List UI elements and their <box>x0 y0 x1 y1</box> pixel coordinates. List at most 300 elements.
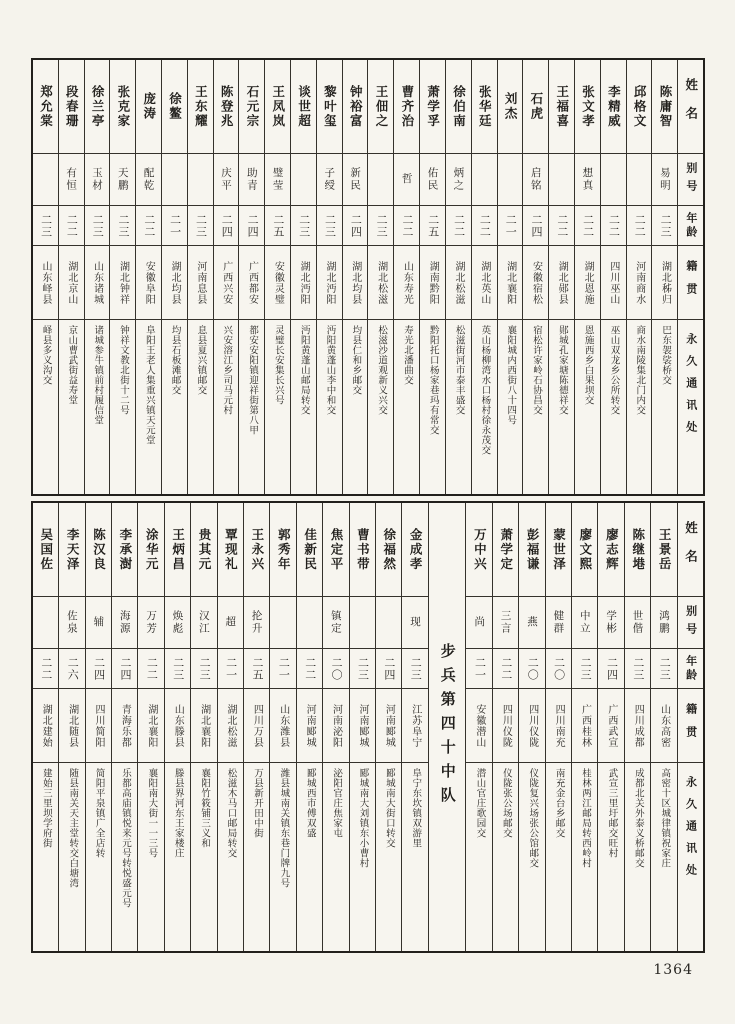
origin-cell-text: 山东滕县 <box>172 703 184 748</box>
address-cell-text: 兴安溶江乡司马元村 <box>221 325 233 415</box>
origin-cell <box>239 246 264 320</box>
entry-column <box>493 503 519 951</box>
origin-cell <box>165 689 190 763</box>
name-cell <box>136 60 161 154</box>
entry-column <box>323 503 349 951</box>
name-cell-text: 李承澍 <box>117 527 133 572</box>
address-cell-text: 简阳平泉镇广全店转 <box>93 768 105 858</box>
age-cell <box>214 206 239 246</box>
alias-cell <box>59 154 84 206</box>
age-cell-text: 二二 <box>478 213 492 238</box>
address-cell-text: 滕县界河东王家楼庄 <box>172 768 184 858</box>
address-cell-text: 沔阳黄蓬山李中和交 <box>324 325 336 415</box>
origin-header-cell <box>678 689 703 763</box>
alias-cell <box>368 154 393 206</box>
name-cell-text: 曹齐治 <box>399 84 415 129</box>
address-cell <box>239 320 264 494</box>
origin-cell <box>466 689 491 763</box>
alias-cell <box>33 154 58 206</box>
name-cell <box>138 503 163 597</box>
alias-cell <box>165 597 190 649</box>
entry-column <box>343 60 369 494</box>
name-cell <box>572 503 597 597</box>
address-cell <box>625 763 650 951</box>
address-cell <box>343 320 368 494</box>
origin-cell-text: 四川简阳 <box>93 703 105 748</box>
origin-cell-text: 四川仪陇 <box>500 703 512 748</box>
origin-cell <box>191 689 216 763</box>
entry-column <box>394 60 420 494</box>
age-cell <box>188 206 213 246</box>
alias-cell <box>214 154 239 206</box>
address-header-cell <box>678 320 703 494</box>
entry-column <box>191 503 217 951</box>
age-cell-text: 二三 <box>297 213 311 238</box>
address-cell <box>498 320 523 494</box>
entry-column <box>472 60 498 494</box>
name-cell <box>575 60 600 154</box>
address-cell <box>627 320 652 494</box>
name-cell-text: 萧学定 <box>498 527 514 572</box>
alias-cell <box>188 154 213 206</box>
address-cell-text: 南充金台乡邮交 <box>553 768 565 838</box>
header-column <box>678 60 703 494</box>
age-cell <box>218 649 243 689</box>
alias-cell-text: 镇定 <box>329 610 342 635</box>
name-cell-text: 刘杰 <box>503 92 519 121</box>
origin-cell <box>519 689 544 763</box>
age-cell <box>112 649 137 689</box>
origin-cell <box>549 246 574 320</box>
origin-cell <box>402 689 427 763</box>
address-cell <box>472 320 497 494</box>
age-cell <box>601 206 626 246</box>
age-cell <box>317 206 342 246</box>
entry-column <box>291 60 317 494</box>
alias-cell <box>625 597 650 649</box>
age-cell-text: 二二 <box>555 213 569 238</box>
entry-column <box>368 60 394 494</box>
address-cell <box>110 320 135 494</box>
origin-cell <box>625 689 650 763</box>
age-cell <box>191 649 216 689</box>
origin-cell-text: 湖北松滋 <box>453 260 465 305</box>
name-cell <box>546 503 571 597</box>
age-cell <box>651 649 676 689</box>
age-cell-text: 二三 <box>631 656 645 681</box>
origin-cell <box>214 246 239 320</box>
age-cell-text: 二三 <box>323 213 337 238</box>
age-cell <box>572 649 597 689</box>
age-cell-text: 二四 <box>246 213 260 238</box>
address-cell-text: 仪陇张公场邮交 <box>500 768 512 838</box>
alias-cell <box>598 597 623 649</box>
alias-cell-text: 健群 <box>552 610 565 635</box>
name-cell <box>493 503 518 597</box>
entry-column <box>218 503 244 951</box>
age-cell-text: 二四 <box>382 656 396 681</box>
age-cell-text: 二二 <box>633 213 647 238</box>
age-cell <box>110 206 135 246</box>
alias-header-cell <box>678 154 703 206</box>
age-cell <box>244 649 269 689</box>
age-cell <box>402 649 427 689</box>
address-cell <box>244 763 269 951</box>
address-cell <box>265 320 290 494</box>
origin-cell-text: 湖北恩施 <box>582 260 594 305</box>
address-cell <box>138 763 163 951</box>
age-cell-text: 二五 <box>250 656 264 681</box>
origin-cell-text: 湖北随县 <box>66 703 78 748</box>
age-cell <box>85 206 110 246</box>
age-cell-text: 二二 <box>145 656 159 681</box>
origin-cell-text: 广西兴安 <box>220 260 232 305</box>
origin-cell <box>270 689 295 763</box>
age-cell-text: 二四 <box>220 213 234 238</box>
alias-label: 别号 <box>684 161 698 198</box>
address-cell-text: 建始三里坝学府街 <box>40 768 52 848</box>
alias-cell <box>549 154 574 206</box>
name-cell-text: 涂华元 <box>144 527 160 572</box>
address-cell-text: 武宣三里圩邮交旺村 <box>606 768 618 858</box>
alias-cell <box>85 154 110 206</box>
alias-cell <box>420 154 445 206</box>
alias-cell-text: 焕彪 <box>171 610 184 635</box>
name-cell <box>627 60 652 154</box>
address-cell <box>549 320 574 494</box>
name-cell <box>59 60 84 154</box>
name-label: 姓名 <box>683 521 699 578</box>
alias-cell <box>59 597 84 649</box>
age-header-cell <box>678 206 703 246</box>
name-cell <box>420 60 445 154</box>
origin-cell-text: 山东潍县 <box>277 703 289 748</box>
address-cell-text: 襄阳城内西街八十四号 <box>505 325 517 425</box>
entry-column <box>402 503 428 951</box>
address-cell <box>420 320 445 494</box>
origin-cell <box>85 246 110 320</box>
age-cell-text: 二二 <box>607 213 621 238</box>
origin-cell <box>394 246 419 320</box>
entry-column <box>625 503 651 951</box>
origin-cell <box>112 689 137 763</box>
age-cell-text: 二五 <box>426 213 440 238</box>
address-cell <box>291 320 316 494</box>
origin-cell <box>572 689 597 763</box>
name-cell-text: 王佃之 <box>374 84 390 129</box>
header-column <box>678 503 703 951</box>
origin-cell-text: 湖北松滋 <box>375 260 387 305</box>
address-cell-text: 寿光北潘曲交 <box>401 325 413 385</box>
alias-cell <box>394 154 419 206</box>
alias-cell <box>33 597 58 649</box>
entry-column <box>466 503 492 951</box>
address-cell <box>317 320 342 494</box>
name-cell-text: 谈世超 <box>296 84 312 129</box>
name-cell-text: 邱格文 <box>632 84 648 129</box>
address-cell <box>59 320 84 494</box>
name-cell-text: 陈登兆 <box>219 84 235 129</box>
alias-cell-text: 中立 <box>578 610 591 635</box>
origin-cell-text: 山东高密 <box>658 703 670 748</box>
age-cell <box>270 649 295 689</box>
name-cell <box>601 60 626 154</box>
alias-label: 别号 <box>684 604 698 641</box>
name-cell <box>110 60 135 154</box>
address-cell-text: 钟祥文教北街十二号 <box>118 325 130 415</box>
entry-column <box>59 503 85 951</box>
name-cell <box>33 503 58 597</box>
alias-cell <box>244 597 269 649</box>
alias-cell <box>110 154 135 206</box>
age-label: 年龄 <box>684 211 698 240</box>
name-cell <box>33 60 58 154</box>
name-cell <box>625 503 650 597</box>
name-cell-text: 黎叶玺 <box>322 84 338 129</box>
alias-cell-text: 学彬 <box>605 610 618 635</box>
origin-cell-text: 湖北京山 <box>65 260 77 305</box>
address-cell <box>376 763 401 951</box>
alias-cell <box>651 597 676 649</box>
name-cell <box>218 503 243 597</box>
entry-column <box>265 60 291 494</box>
age-cell <box>598 649 623 689</box>
address-cell-text: 阜宁东坎镇双游里 <box>410 768 422 848</box>
age-cell <box>625 649 650 689</box>
alias-cell <box>270 597 295 649</box>
age-cell <box>549 206 574 246</box>
name-cell <box>498 60 523 154</box>
alias-cell-text: 有恒 <box>65 167 78 192</box>
entry-column <box>86 503 112 951</box>
address-cell-text: 高密十区城律镇祝家庄 <box>659 768 671 868</box>
address-cell <box>394 320 419 494</box>
age-cell <box>446 206 471 246</box>
address-cell <box>59 763 84 951</box>
origin-cell-text: 安徽宿松 <box>530 260 542 305</box>
origin-cell-text: 河南郾城 <box>383 703 395 748</box>
alias-cell <box>297 597 322 649</box>
alias-cell <box>86 597 111 649</box>
name-cell-text: 焦定平 <box>328 527 344 572</box>
name-cell-text: 曹书带 <box>355 527 371 572</box>
unit-divider-column <box>429 503 467 951</box>
origin-label: 籍贯 <box>684 259 698 306</box>
age-cell-text: 二四 <box>605 656 619 681</box>
alias-cell-text: 燕 <box>525 616 538 629</box>
entry-column <box>136 60 162 494</box>
address-cell-text: 息县夏兴镇邮交 <box>195 325 207 395</box>
name-cell <box>472 60 497 154</box>
entry-column <box>270 503 296 951</box>
name-cell-text: 王永兴 <box>249 527 265 572</box>
entry-column <box>420 60 446 494</box>
address-cell <box>112 763 137 951</box>
age-cell <box>33 206 58 246</box>
entry-column <box>627 60 653 494</box>
name-cell-text: 郭秀年 <box>276 527 292 572</box>
name-cell <box>86 503 111 597</box>
age-cell-text: 二三 <box>356 656 370 681</box>
origin-cell <box>265 246 290 320</box>
age-cell-text: 二一 <box>504 213 518 238</box>
name-cell-text: 庞涛 <box>141 92 157 121</box>
address-cell <box>136 320 161 494</box>
address-cell-text: 均县石板滩邮交 <box>169 325 181 395</box>
age-cell <box>343 206 368 246</box>
bottom-roster-table <box>31 501 705 953</box>
entry-column <box>601 60 627 494</box>
address-cell-text: 万县新开田中街 <box>251 768 263 838</box>
origin-cell-text: 湖北襄阳 <box>504 260 516 305</box>
name-cell <box>214 60 239 154</box>
address-cell-text: 阜阳王老人集重兴镇天元堂 <box>143 325 155 445</box>
origin-cell-text: 山东诸城 <box>91 260 103 305</box>
address-label: 永久通讯处 <box>684 333 698 443</box>
alias-cell <box>323 597 348 649</box>
name-cell <box>652 60 677 154</box>
alias-cell <box>601 154 626 206</box>
name-cell-text: 徐兰亭 <box>90 84 106 129</box>
origin-cell <box>493 689 518 763</box>
origin-cell <box>446 246 471 320</box>
alias-cell <box>265 154 290 206</box>
name-cell-text: 万中兴 <box>472 527 488 572</box>
age-label: 年龄 <box>684 654 698 683</box>
name-cell <box>244 503 269 597</box>
origin-cell <box>33 689 58 763</box>
origin-cell-text: 广西桂林 <box>579 703 591 748</box>
address-cell <box>493 763 518 951</box>
name-cell <box>162 60 187 154</box>
name-cell <box>402 503 427 597</box>
origin-cell-text: 山东峄县 <box>40 260 52 305</box>
alias-cell-text: 万芳 <box>145 610 158 635</box>
page-number: 1364 <box>653 962 693 978</box>
alias-cell-text: 尚 <box>473 616 486 629</box>
origin-cell-text: 河南郾城 <box>304 703 316 748</box>
name-cell <box>59 503 84 597</box>
age-cell <box>59 649 84 689</box>
age-cell <box>523 206 548 246</box>
name-cell-text: 佳新民 <box>302 527 318 572</box>
name-cell-text: 王福喜 <box>554 84 570 129</box>
origin-cell <box>343 246 368 320</box>
alias-cell-text: 世偕 <box>631 610 644 635</box>
alias-cell <box>239 154 264 206</box>
origin-cell <box>33 246 58 320</box>
address-cell <box>85 320 110 494</box>
entry-column <box>317 60 343 494</box>
age-cell-text: 二三 <box>579 656 593 681</box>
age-cell <box>165 649 190 689</box>
origin-cell <box>317 246 342 320</box>
name-cell-text: 贵其元 <box>197 527 213 572</box>
address-cell-text: 诸城参牛镇前村履信堂 <box>92 325 104 425</box>
entry-column <box>214 60 240 494</box>
address-cell <box>523 320 548 494</box>
name-label: 姓名 <box>683 78 699 135</box>
address-cell-text: 英山杨柳湾水口杨村徐永茂交 <box>479 325 491 455</box>
alias-cell-text: 哲 <box>400 173 413 186</box>
name-cell <box>239 60 264 154</box>
top-roster-table <box>31 58 705 496</box>
alias-header-cell <box>678 597 703 649</box>
alias-cell <box>317 154 342 206</box>
origin-cell <box>523 246 548 320</box>
entry-column <box>110 60 136 494</box>
name-cell <box>446 60 471 154</box>
name-cell <box>523 60 548 154</box>
age-cell <box>519 649 544 689</box>
address-cell <box>402 763 427 951</box>
name-cell-text: 石虎 <box>528 92 544 121</box>
address-cell-text: 峄县多义沟交 <box>40 325 52 385</box>
address-cell <box>162 320 187 494</box>
address-cell <box>652 320 677 494</box>
address-cell-text: 郧城孔家塘陈德祥交 <box>556 325 568 415</box>
name-cell-text: 陈汉良 <box>91 527 107 572</box>
name-cell <box>297 503 322 597</box>
address-cell-text: 巫山双龙乡公所转交 <box>608 325 620 415</box>
name-cell <box>188 60 213 154</box>
origin-cell <box>472 246 497 320</box>
name-cell-text: 李精威 <box>606 84 622 129</box>
age-cell-text: 二四 <box>119 656 132 681</box>
address-cell-text: 泌阳官庄焦家屯 <box>331 768 343 838</box>
origin-cell <box>136 246 161 320</box>
name-cell-text: 金成孝 <box>408 527 424 572</box>
age-cell <box>59 206 84 246</box>
address-cell-text: 仪陇复兴场张公馆邮交 <box>527 768 539 868</box>
name-cell-text: 徐鳌 <box>167 92 183 121</box>
alias-cell <box>136 154 161 206</box>
name-cell-text: 徐伯南 <box>451 84 467 129</box>
name-cell-text: 段春珊 <box>64 84 80 129</box>
address-header-cell <box>678 763 703 951</box>
name-cell <box>519 503 544 597</box>
address-cell-text: 京山曹武街益寿堂 <box>66 325 78 405</box>
address-cell-text: 郾城南大刘镇东小曹村 <box>357 768 369 868</box>
age-cell <box>350 649 375 689</box>
address-cell <box>519 763 544 951</box>
age-cell <box>466 649 491 689</box>
address-cell-text: 成都北关外泰义桥邮交 <box>632 768 644 868</box>
alias-cell-text: 新民 <box>349 167 362 192</box>
entry-column <box>652 60 678 494</box>
origin-cell-text: 河南息县 <box>194 260 206 305</box>
address-cell <box>218 763 243 951</box>
address-cell-text: 灵璧长安集长兴号 <box>272 325 284 405</box>
age-cell-text: 二三 <box>91 213 105 238</box>
address-cell-text: 松滋街河市泰丰盛交 <box>453 325 465 415</box>
alias-cell <box>138 597 163 649</box>
origin-cell-text: 湖北秭归 <box>659 260 671 305</box>
name-cell-text: 徐福然 <box>381 527 397 572</box>
origin-cell-text: 河南商水 <box>633 260 645 305</box>
address-cell <box>323 763 348 951</box>
address-cell <box>368 320 393 494</box>
name-cell-text: 王景岳 <box>657 527 673 572</box>
age-cell <box>297 649 322 689</box>
name-cell <box>323 503 348 597</box>
age-cell-text: 二〇 <box>330 656 344 681</box>
address-cell <box>188 320 213 494</box>
age-cell-text: 二四 <box>349 213 363 238</box>
age-cell-text: 二一 <box>473 656 487 681</box>
origin-cell <box>498 246 523 320</box>
alias-cell <box>546 597 571 649</box>
